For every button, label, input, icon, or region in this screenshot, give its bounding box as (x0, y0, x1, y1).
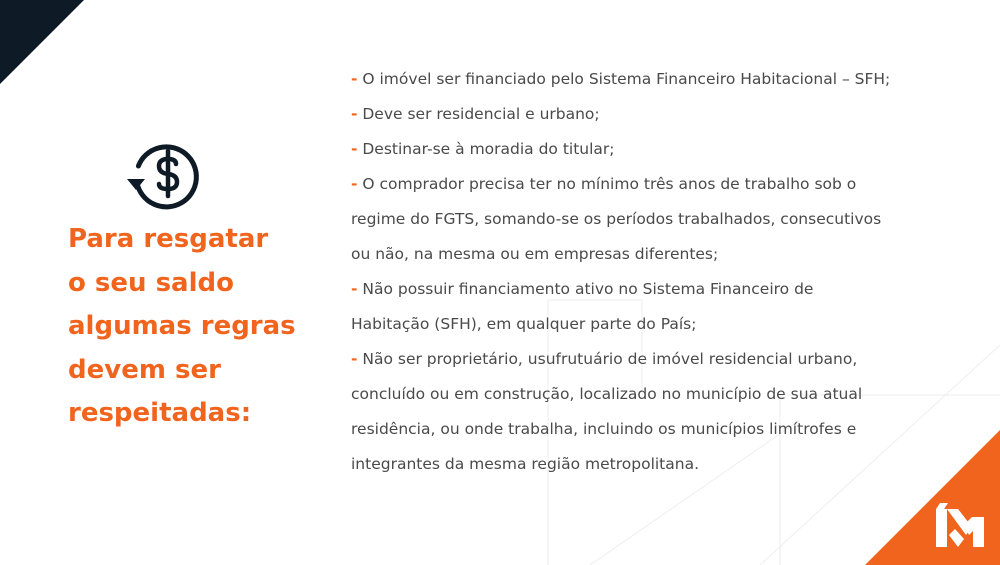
rule-text: regime do FGTS, somando-se os períodos trabalhados, consecutivos (351, 210, 882, 228)
rule-text: integrantes da mesma região metropolitana. (351, 455, 700, 473)
rule-line (351, 167, 951, 202)
rule-item (351, 132, 951, 167)
bullet-dash: - (351, 175, 358, 193)
rule-text: residência, ou onde trabalha, incluindo os municípios limítrofes e (351, 420, 857, 438)
rule-text: O imóvel ser financiado pelo Sistema Financeiro Habitacional – SFH; (362, 70, 891, 88)
rule-line (351, 272, 951, 307)
rule-item (351, 62, 951, 97)
heading-line: devem ser (68, 354, 221, 385)
section-heading (68, 218, 318, 436)
heading-line: respeitadas: (68, 398, 252, 428)
rule-text: Não possuir financiamento ativo no Sistema Financeiro de (362, 280, 814, 298)
rule-line (351, 62, 951, 97)
rule-line (351, 412, 951, 447)
rule-line (351, 342, 951, 377)
rule-text: O comprador precisa ter no mínimo três anos de trabalho sob o (362, 175, 857, 193)
rule-line (351, 202, 951, 237)
bullet-dash: - (351, 140, 358, 158)
bullet-dash: - (351, 70, 358, 88)
rules-list (351, 62, 951, 482)
rule-item (351, 97, 951, 132)
rule-item (351, 342, 951, 482)
rule-line (351, 97, 951, 132)
rule-text: ou não, na mesma ou em empresas diferentes; (351, 245, 719, 263)
heading-line: Para resgatar (68, 224, 269, 254)
bullet-dash: - (351, 350, 358, 368)
rule-line (351, 132, 951, 167)
brand-logo-icon (936, 503, 984, 547)
rule-text: concluído ou em construção, localizado no município de sua atual (351, 385, 863, 403)
bullet-dash: - (351, 280, 358, 298)
corner-triangle-top-left (0, 0, 84, 84)
heading-line: o seu saldo (68, 267, 234, 298)
rule-item (351, 167, 951, 272)
bullet-dash: - (351, 105, 358, 123)
rule-line (351, 377, 951, 412)
rule-text: Deve ser residencial e urbano; (362, 105, 600, 123)
rule-line (351, 237, 951, 272)
rule-text: Habitação (SFH), em qualquer parte do País; (351, 315, 697, 333)
rule-text: Não ser proprietário, usufrutuário de imóvel residencial urbano, (362, 350, 858, 368)
rule-text: Destinar-se à moradia do titular; (362, 140, 615, 158)
rule-line (351, 447, 951, 482)
refund-dollar-icon (124, 133, 208, 217)
rule-item (351, 272, 951, 342)
rule-line (351, 307, 951, 342)
heading-line: algumas regras (68, 311, 296, 341)
